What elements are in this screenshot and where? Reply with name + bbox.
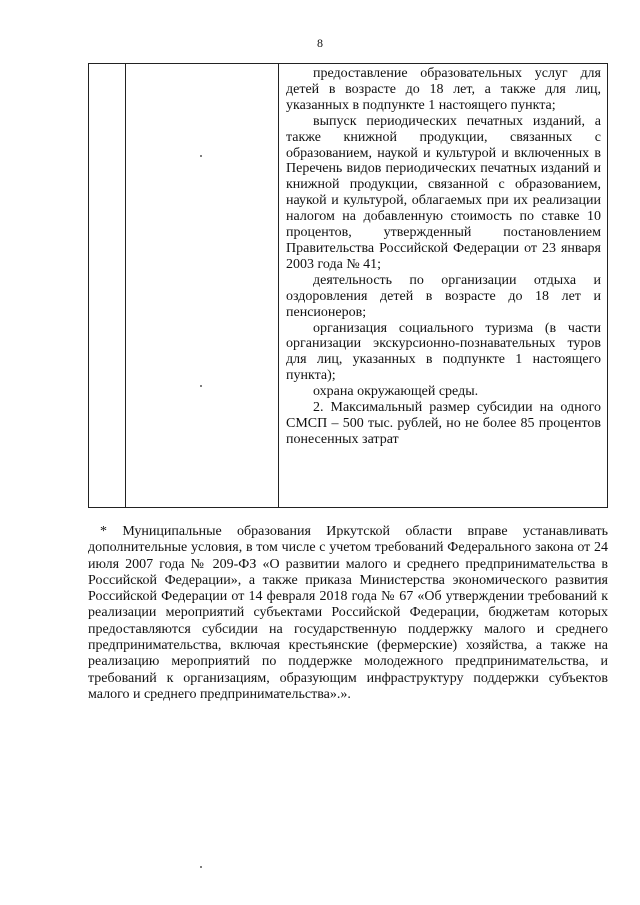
table-cell-text xyxy=(279,64,607,450)
table-paragraph: деятельность по организации отдыха и оздоровления детей в возрасте до 18 лет и пенсионеров; xyxy=(286,272,601,320)
table-paragraph: организация социального туризма (в части организации экскурсионно-познавательных туров для лиц, указанных в подпункте 1 настоящего пункта); xyxy=(286,320,601,384)
document-table xyxy=(88,63,608,508)
table-paragraph: предоставление образовательных услуг для детей в возрасте до 18 лет, а также для лиц, указанных в подпункте 1 настоящего пункта; xyxy=(286,66,601,113)
table-row xyxy=(89,64,608,508)
table-cell-name xyxy=(126,64,279,508)
scan-speck xyxy=(200,385,202,387)
table-cell-content xyxy=(279,64,608,508)
table-paragraph: охрана окружающей среды. xyxy=(313,384,479,400)
page-number: 8 xyxy=(317,36,323,50)
table-paragraph: выпуск периодических печатных изданий, а также книжной продукции, связанных с образованием, наукой и культурой и включенных в Перечень видов периодических печатных изданий и книжной продукции, связанной с образованием, наукой и культурой, облагаемых при их реализации налогом на добавленную стоимость по ставке 10 процентов, утвержденный постановлением Правительства Российской Федерации от 23 января 2003 года № 41; xyxy=(286,113,601,272)
table-cell-number xyxy=(89,64,126,508)
scan-speck xyxy=(200,155,202,157)
scan-speck xyxy=(200,866,202,868)
table-paragraph: 2. Максимальный размер субсидии на одного СМСП – 500 тыс. рублей, но не более 85 процентов понесенных затрат xyxy=(286,400,601,447)
footnote: * Муниципальные образования Иркутской области вправе устанавливать дополнительные условия, в том числе с учетом требований Федерального закона от 24 июля 2007 года № 209-ФЗ «О развитии малого и среднего предпринимательства в Российской Федерации», а также приказа Министерства экономического развития Российской Федерации от 14 февраля 2018 года № 67 «Об утверждении требований к реализации мероприятий субъектами Российской Федерации, бюджетам которых предоставляются субсидии на государственную поддержку малого и среднего предпринимательства, включая крестьянские (фермерские) хозяйства, а также на реализацию мероприятий по поддержке молодежного предпринимательства, и требований к организациям, образующим инфраструктуру поддержки субъектов малого и среднего предпринимательства».». xyxy=(88,524,608,702)
